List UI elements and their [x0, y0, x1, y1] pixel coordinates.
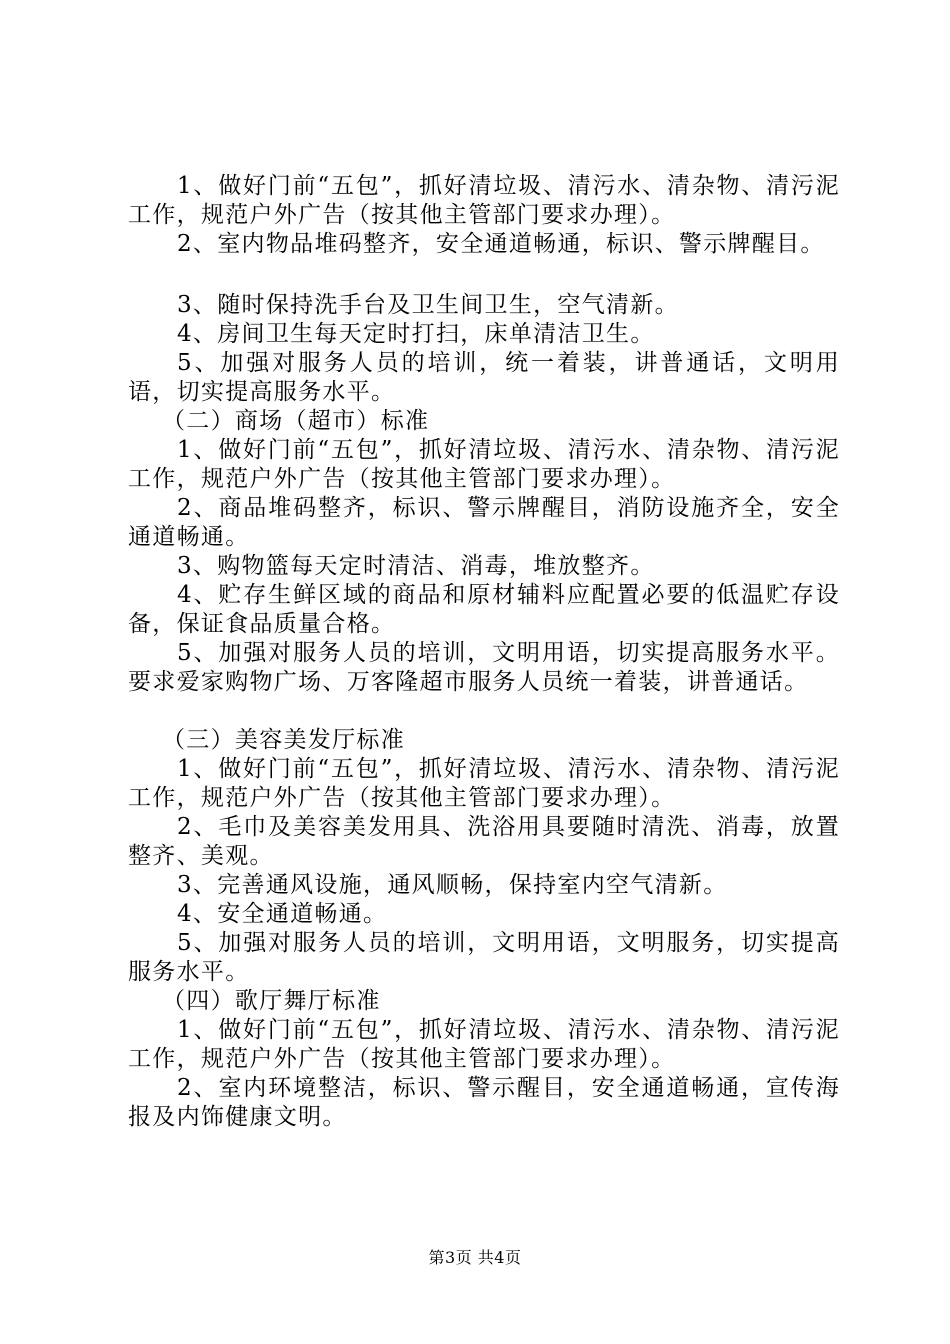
paragraph: 2、毛巾及美容美发用具、洗浴用具要随时清洗、消毒，放置整齐、美观。 — [128, 814, 840, 869]
paragraph: 3、完善通风设施，通风顺畅，保持室内空气清新。 — [177, 872, 728, 898]
paragraph: 3、购物篮每天定时清洁、消毒，堆放整齐。 — [177, 553, 655, 579]
paragraph: 4、贮存生鲜区域的商品和原材辅料应配置必要的低温贮存设备，保证食品质量合格。 — [128, 582, 840, 637]
section-heading: （二）商场（超市）标准 — [162, 408, 430, 434]
paragraph: 1、做好门前“五包”，抓好清垃圾、清污水、清杂物、清污泥工作，规范户外广告（按其他主管部门要求办理）。 — [128, 437, 840, 492]
paragraph: 2、室内物品堆码整齐，安全通道畅通，标识、警示牌醒目。 — [177, 231, 825, 257]
section-heading: （三）美容美发厅标准 — [162, 727, 405, 753]
paragraph: 4、安全通道畅通。 — [177, 901, 388, 927]
document-body — [128, 172, 840, 1132]
paragraph: 4、房间卫生每天定时打扫，床单清洁卫生。 — [177, 321, 655, 347]
paragraph: 3、随时保持洗手台及卫生间卫生，空气清新。 — [177, 292, 679, 318]
paragraph: 1、做好门前“五包”，抓好清垃圾、清污水、清杂物、清污泥工作，规范户外广告（按其他主管部门要求办理）。 — [128, 756, 840, 811]
paragraph: 5、加强对服务人员的培训，文明用语，文明服务，切实提高服务水平。 — [128, 930, 840, 985]
section-heading: （四）歌厅舞厅标准 — [162, 988, 381, 1014]
page-footer: 第3页 共4页 — [428, 1248, 522, 1267]
paragraph: 1、做好门前“五包”，抓好清垃圾、清污水、清杂物、清污泥工作，规范户外广告（按其他主管部门要求办理）。 — [128, 173, 840, 228]
paragraph: 1、做好门前“五包”，抓好清垃圾、清污水、清杂物、清污泥工作，规范户外广告（按其他主管部门要求办理）。 — [128, 1017, 840, 1072]
paragraph: 2、室内环境整洁，标识、警示醒目，安全通道畅通，宣传海报及内饰健康文明。 — [128, 1075, 840, 1130]
paragraph: 2、商品堆码整齐，标识、警示牌醒目，消防设施齐全，安全通道畅通。 — [128, 495, 840, 550]
paragraph: 5、加强对服务人员的培训，统一着装，讲普通话，文明用语，切实提高服务水平。 — [128, 350, 840, 405]
paragraph: 5、加强对服务人员的培训，文明用语，切实提高服务水平。要求爱家购物广场、万客隆超市服务人员统一着装，讲普通话。 — [128, 640, 840, 695]
